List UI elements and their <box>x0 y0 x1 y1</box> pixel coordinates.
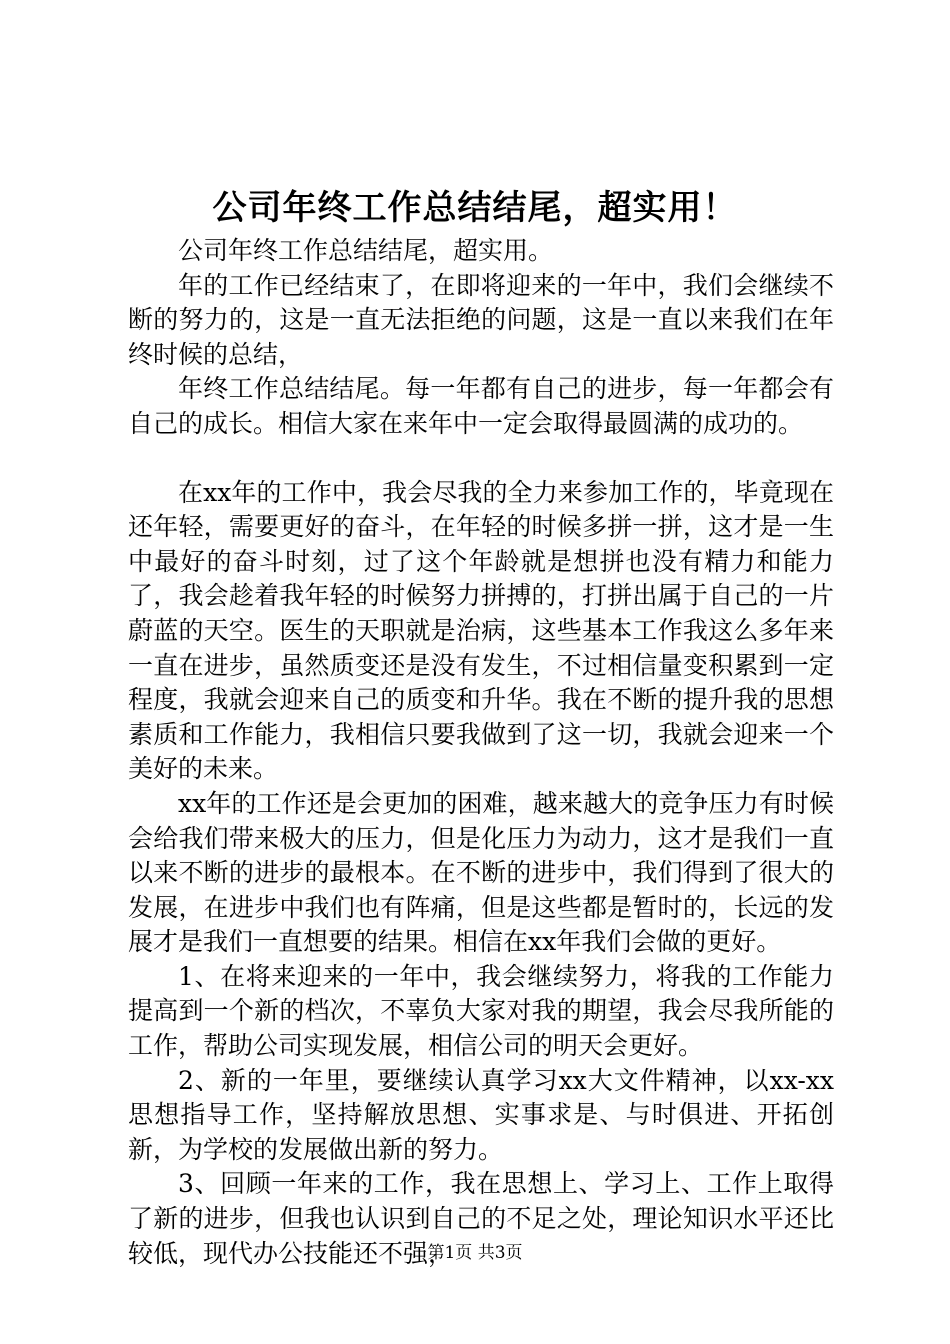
list-item-3: 3、回顾一年来的工作，我在思想上、学习上、工作上取得了新的进步，但我也认识到自己的不足之处，理论知识水平还比较低，现代办公技能还不强， <box>128 1169 834 1268</box>
list-item-2: 2、新的一年里，要继续认真学习xx大文件精神，以xx-xx思想指导工作，坚持解放思想、实事求是、与时俱进、开拓创新，为学校的发展做出新的努力。 <box>128 1065 834 1164</box>
document-body <box>128 234 834 1271</box>
paragraph-year-end-summary: 年终工作总结结尾。每一年都有自己的进步，每一年都会有自己的成长。相信大家在来年中一定会取得最圆满的成功的。 <box>128 374 834 438</box>
page-number-footer: 第1页 共3页 <box>427 1243 523 1263</box>
paragraph-year-ended: 年的工作已经结束了，在即将迎来的一年中，我们会继续不断的努力的，这是一直无法拒绝的问题，这是一直以来我们在年终时候的总结， <box>128 270 834 369</box>
paragraph-intro: 公司年终工作总结结尾，超实用。 <box>178 236 554 265</box>
paragraph-challenges: xx年的工作还是会更加的困难，越来越大的竞争压力有时候会给我们带来极大的压力，但是化压力为动力，这才是我们一直以来不断的进步的最根本。在不断的进步中，我们得到了很大的发展，在进步中我们也有阵痛，但是这些都是暂时的，长远的发展才是我们一直想要的结果。相信在xx年我们会做的更好。 <box>128 788 834 957</box>
document-title: 公司年终工作总结结尾，超实用！ <box>212 188 738 228</box>
paragraph-work-effort: 在xx年的工作中，我会尽我的全力来参加工作的，毕竟现在还年轻，需要更好的奋斗，在年轻的时候多拼一拼，这才是一生中最好的奋斗时刻，过了这个年龄就是想拼也没有精力和能力了，我会趁着我年轻的时候努力拼搏的，打拼出属于自己的一片蔚蓝的天空。医生的天职就是治病，这些基本工作我这么多年来一直在进步，虽然质变还是没有发生，不过相信量变积累到一定程度，我就会迎来自己的质变和升华。我在不断的提升我的思想素质和工作能力，我相信只要我做到了这一切，我就会迎来一个美好的未来。 <box>128 477 834 784</box>
list-item-1: 1、在将来迎来的一年中，我会继续努力，将我的工作能力提高到一个新的档次，不辜负大家对我的期望，我会尽我所能的工作，帮助公司实现发展，相信公司的明天会更好。 <box>128 961 834 1061</box>
